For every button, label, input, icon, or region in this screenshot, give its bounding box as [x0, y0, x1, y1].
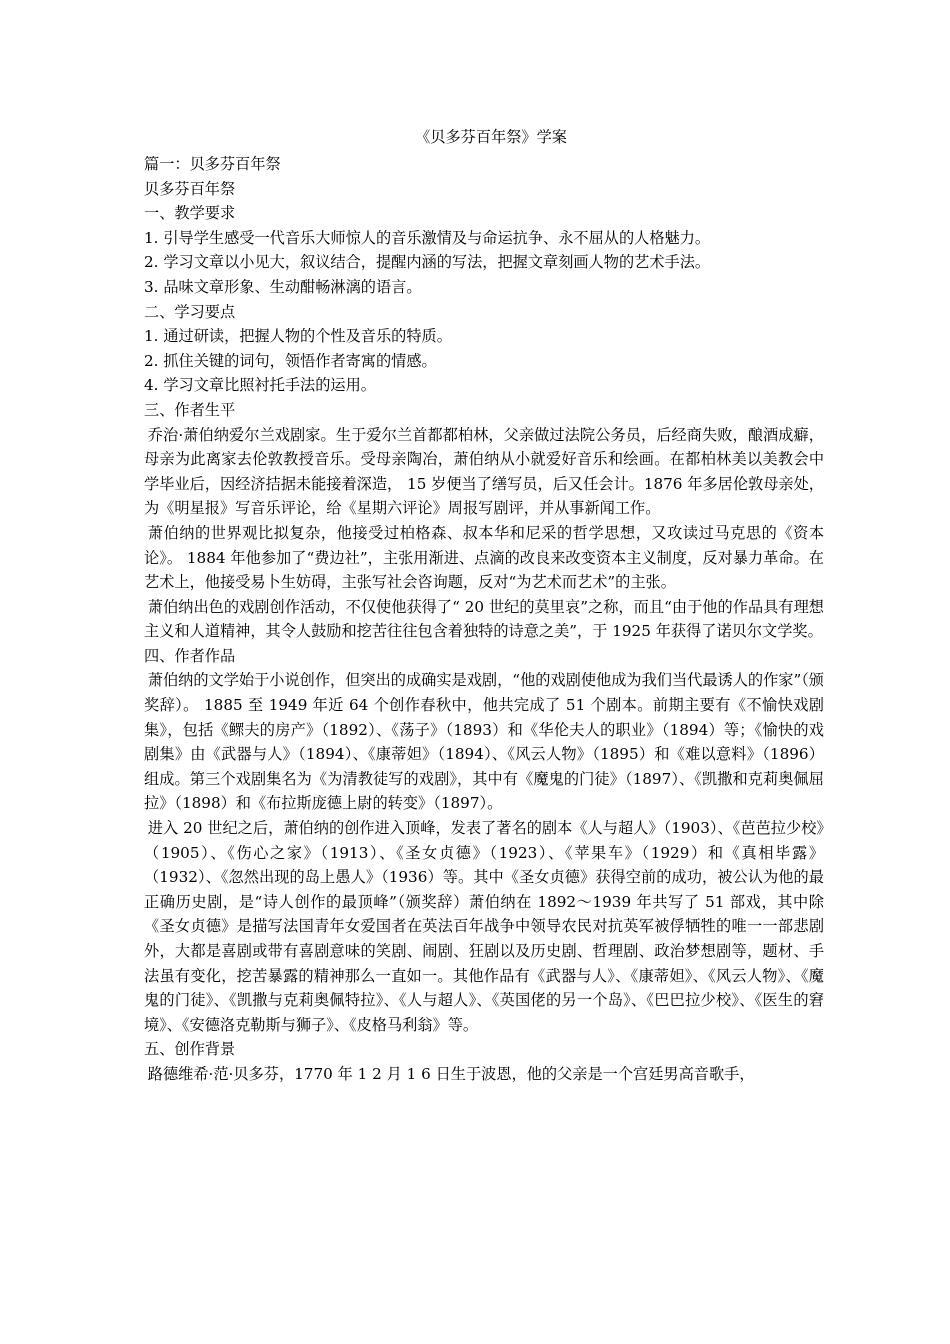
works-paragraph-2: 进入 20 世纪之后，萧伯纳的创作进入顶峰，发表了著名的剧本《人与超人》（1903）、《芭芭拉少校》（1905）、《伤心之家》（1913）、《圣女贞德》（1923）、《苹果车》（1929）和《真相毕露》（1932）、《忽然出现的岛上愚人》（1936）等。其中《圣女贞德》获得空前的成功，被公认为他的最正确历史剧，是“诗人创作的最顶峰”（颁奖辞）萧伯纳在 1892～1939 年共写了 51 部戏，其中除《圣女贞德》是描写法国青年女爱国者在英法百年战争中领导农民对抗英军被俘牺牲的唯一一部悲剧外，大都是喜剧或带有喜剧意味的笑剧、闹剧、狂剧以及历史剧、哲理剧、政治梦想剧等，题材、手法虽有变化，挖苦暴露的精神那么一直如一。其他作品有《武器与人》、《康蒂妲》、《风云人物》、《魔鬼的门徒》、《凯撒与克莉奥佩特拉》、《人与超人》、《英国佬的另一个岛》、《巴巴拉少校》、《医生的窘境》、《安德洛克勒斯与狮子》、《皮格马利翁》等。 — [144, 819, 824, 1034]
article-title: 贝多芬百年祭 — [144, 179, 236, 198]
biography-paragraph-1: 乔治·萧伯纳爱尔兰戏剧家。生于爱尔兰首都都柏林，父亲做过法院公务员，后经商失败，酿酒成癖，母亲为此离家去伦敦教授音乐。受母亲陶冶，萧伯纳从小就爱好音乐和绘画。在都柏林美以美教会中学毕业后，因经济拮据未能接着深造， 15 岁便当了缮写员，后又任会计。1876 年多居伦敦母亲处，为《明星报》写音乐评论，给《星期六评论》周报写剧评，并从事新闻工作。 — [144, 425, 824, 518]
key-point-item-2: 2. 抓住关键的词句，领悟作者寄寓的情感。 — [144, 351, 437, 370]
biography-paragraph-3: 萧伯纳出色的戏剧创作活动，不仅使他获得了“ 20 世纪的莫里哀”之称，而且“由于他的作品具有理想主义和人道精神，其令人鼓励和挖苦往往包含着独特的诗意之美”，于 1925 年获得了诺贝尔文学奖。 — [144, 597, 824, 641]
key-point-item-4: 4. 学习文章比照衬托手法的运用。 — [144, 376, 376, 395]
section-heading-1: 一、教学要求 — [144, 204, 236, 223]
requirement-item-1: 1. 引导学生感受一代音乐大师惊人的音乐激情及与命运抗争、永不屈从的人格魅力。 — [144, 228, 711, 247]
section-heading-5: 五、创作背景 — [144, 1040, 236, 1059]
biography-paragraph-2: 萧伯纳的世界观比拟复杂，他接受过柏格森、叔本华和尼采的哲学思想，又攻读过马克思的《资本论》。 1884 年他参加了“费边社”，主张用渐进、点滴的改良来改变资本主义制度，反对暴力革命。在艺术上，他接受易卜生妨碍，主张写社会咨询题，反对“为艺术而艺术”的主张。 — [144, 523, 824, 592]
chapter-heading: 篇一：贝多芬百年祭 — [144, 155, 281, 173]
background-paragraph-1: 路德维希·范·贝多芬，1770 年 1 2 月 1 6 日生于波恩，他的父亲是一个宫廷男高音歌手， — [147, 1064, 755, 1083]
requirement-item-3: 3. 品味文章形象、生动酣畅淋漓的语言。 — [144, 277, 422, 296]
document-body — [144, 125, 824, 1087]
section-heading-4: 四、作者作品 — [144, 646, 236, 665]
section-heading-2: 二、学习要点 — [144, 302, 236, 321]
requirement-item-2: 2. 学习文章以小见大，叙议结合，提醒内涵的写法，把握文章刻画人物的艺术手法。 — [144, 253, 711, 272]
key-point-item-1: 1. 通过研读，把握人物的个性及音乐的特质。 — [144, 327, 452, 346]
section-heading-3: 三、作者生平 — [144, 400, 236, 419]
works-paragraph-1: 萧伯纳的文学始于小说创作，但突出的成确实是戏剧，“他的戏剧使他成为我们当代最诱人的作家”（颁奖辞）。 1885 至 1949 年近 64 个创作春秋中，他共完成了 51 个剧本。前期主要有《不愉快戏剧集》，包括《鳏夫的房产》（1892）、《荡子》（1893）和《华伦夫人的职业》（1894）等；《愉快的戏剧集》由《武器与人》（1894）、《康蒂妲》（1894）、《风云人物》（1895）和《难以意料》（1896）组成。第三个戏剧集名为《为清教徒写的戏剧》，其中有《魔鬼的门徒》（1897）、《凯撒和克莉奥佩屈拉》（1898）和《布拉斯庞德上尉的转变》（1897）。 — [144, 671, 824, 813]
document-title: 《贝多芬百年祭》学案 — [415, 128, 567, 146]
